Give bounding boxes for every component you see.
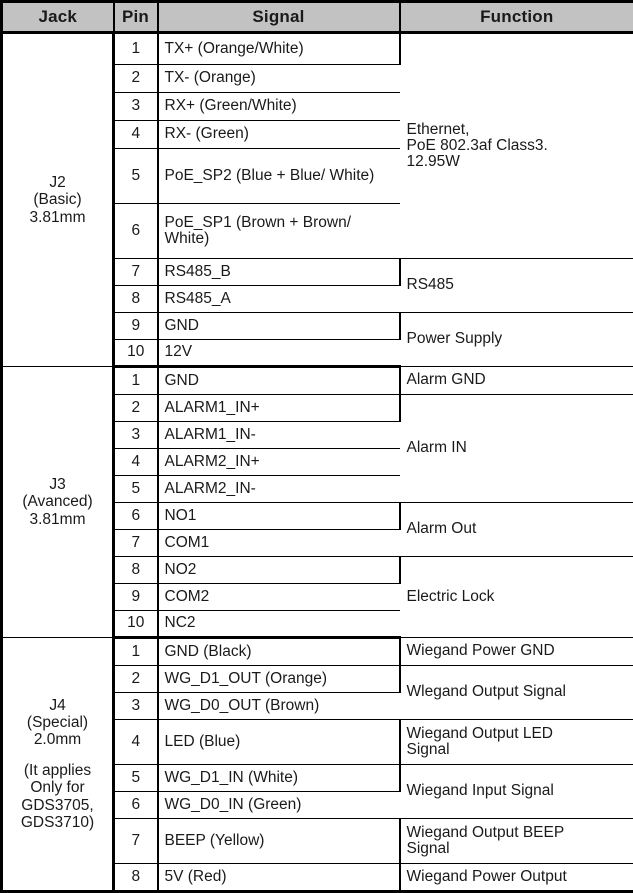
- function-cell-wiegand-power-gnd: Wiegand Power GND: [400, 638, 633, 666]
- signal-cell: GND (Black): [158, 638, 400, 666]
- pin-cell: 2: [114, 395, 158, 422]
- pin-cell: 8: [114, 864, 158, 892]
- function-cell-electric-lock: Electric Lock: [400, 557, 633, 638]
- function-line: PoE 802.3af Class3.: [407, 137, 548, 154]
- pin-cell: 7: [114, 530, 158, 557]
- pin-cell: 9: [114, 313, 158, 340]
- column-header-pin: Pin: [114, 2, 158, 33]
- function-cell-ethernet: [400, 33, 633, 259]
- table-row: [2, 638, 633, 666]
- signal-cell: NC2: [158, 611, 400, 638]
- function-cell-wiegand-output-signal: Wlegand Output Signal: [400, 666, 633, 720]
- jack-note-line: Only for: [30, 779, 84, 796]
- jack-cell-j2: [2, 33, 114, 367]
- signal-cell: RX+ (Green/White): [158, 93, 400, 121]
- jack-note-line: GDS3705,: [21, 797, 93, 814]
- pin-cell: 10: [114, 611, 158, 638]
- pin-cell: 5: [114, 765, 158, 792]
- pin-cell: 5: [114, 476, 158, 503]
- function-cell-wiegand-output-led: [400, 720, 633, 765]
- function-cell-power-supply: Power Supply: [400, 313, 633, 367]
- pin-cell: 6: [114, 792, 158, 819]
- pin-cell: 1: [114, 638, 158, 666]
- function-line: Wiegand Output BEEP: [407, 824, 565, 841]
- jack-cell-j4: [2, 638, 114, 892]
- signal-cell: NO1: [158, 503, 400, 530]
- pin-cell: 4: [114, 121, 158, 149]
- signal-cell: NO2: [158, 557, 400, 584]
- pin-cell: 4: [114, 720, 158, 765]
- signal-cell: GND: [158, 313, 400, 340]
- column-header-function: Function: [400, 2, 633, 33]
- signal-cell: RS485_A: [158, 286, 400, 313]
- jack-label-line: J3: [49, 476, 65, 493]
- jack-label-line: (Avanced): [22, 493, 92, 510]
- signal-cell: PoE_SP1 (Brown + Brown/ White): [158, 204, 400, 259]
- signal-cell: GND: [158, 367, 400, 395]
- jack-label-line: 2.0mm: [34, 731, 81, 748]
- function-cell-alarm-gnd: Alarm GND: [400, 367, 633, 395]
- signal-cell: TX+ (Orange/White): [158, 33, 400, 65]
- header-row: [2, 2, 633, 33]
- signal-cell: 5V (Red): [158, 864, 400, 892]
- signal-cell: COM1: [158, 530, 400, 557]
- function-line: Wiegand Output LED: [407, 725, 553, 742]
- function-cell-wiegand-output-beep: [400, 819, 633, 864]
- function-cell-rs485: RS485: [400, 259, 633, 313]
- pin-cell: 4: [114, 449, 158, 476]
- function-line: Signal: [407, 840, 450, 857]
- jack-label-line: 3.81mm: [30, 511, 86, 528]
- jack-label-line: 3.81mm: [30, 209, 86, 226]
- function-cell-alarm-out: Alarm Out: [400, 503, 633, 557]
- jack-label-line: J2: [49, 174, 65, 191]
- signal-cell: ALARM2_IN+: [158, 449, 400, 476]
- pin-cell: 10: [114, 340, 158, 367]
- function-line: 12.95W: [407, 153, 460, 170]
- pin-cell: 3: [114, 422, 158, 449]
- signal-cell: PoE_SP2 (Blue + Blue/ White): [158, 149, 400, 204]
- jack-note-line: GDS3710): [21, 814, 94, 831]
- signal-cell: WG_D1_OUT (Orange): [158, 666, 400, 693]
- signal-cell: WG_D1_IN (White): [158, 765, 400, 792]
- pin-cell: 5: [114, 149, 158, 204]
- pin-cell: 8: [114, 286, 158, 313]
- column-header-jack: Jack: [2, 2, 114, 33]
- pin-cell: 2: [114, 666, 158, 693]
- signal-cell: RX- (Green): [158, 121, 400, 149]
- function-line: Signal: [407, 741, 450, 758]
- pin-cell: 7: [114, 819, 158, 864]
- table-row: [2, 367, 633, 395]
- pin-cell: 7: [114, 259, 158, 286]
- pin-cell: 3: [114, 693, 158, 720]
- signal-cell: LED (Blue): [158, 720, 400, 765]
- pin-cell: 2: [114, 65, 158, 93]
- function-cell-wiegand-input-signal: Wiegand Input Signal: [400, 765, 633, 819]
- signal-cell: COM2: [158, 584, 400, 611]
- table-body: [2, 33, 633, 892]
- jack-label-line: J4: [49, 697, 65, 714]
- signal-cell: ALARM1_IN+: [158, 395, 400, 422]
- signal-cell: WG_D0_IN (Green): [158, 792, 400, 819]
- table-row: [2, 33, 633, 65]
- jack-label-spacer: [5, 749, 110, 762]
- signal-cell: 12V: [158, 340, 400, 367]
- jack-label-line: (Special): [27, 714, 88, 731]
- pin-cell: 1: [114, 33, 158, 65]
- column-header-signal: Signal: [158, 2, 400, 33]
- jack-cell-j3: [2, 367, 114, 638]
- pin-cell: 3: [114, 93, 158, 121]
- function-cell-wiegand-power-output: Wiegand Power Output: [400, 864, 633, 892]
- signal-cell: RS485_B: [158, 259, 400, 286]
- pin-cell: 9: [114, 584, 158, 611]
- signal-cell: ALARM2_IN-: [158, 476, 400, 503]
- table-header: [2, 2, 633, 33]
- pin-cell: 6: [114, 503, 158, 530]
- signal-cell: BEEP (Yellow): [158, 819, 400, 864]
- jack-note-line: (It applies: [24, 762, 91, 779]
- jack-label-line: (Basic): [33, 191, 81, 208]
- pin-cell: 8: [114, 557, 158, 584]
- pin-cell: 6: [114, 204, 158, 259]
- signal-cell: WG_D0_OUT (Brown): [158, 693, 400, 720]
- signal-cell: TX- (Orange): [158, 65, 400, 93]
- function-line: Ethernet,: [407, 121, 470, 138]
- pin-cell: 1: [114, 367, 158, 395]
- function-cell-alarm-in: Alarm IN: [400, 395, 633, 503]
- signal-cell: ALARM1_IN-: [158, 422, 400, 449]
